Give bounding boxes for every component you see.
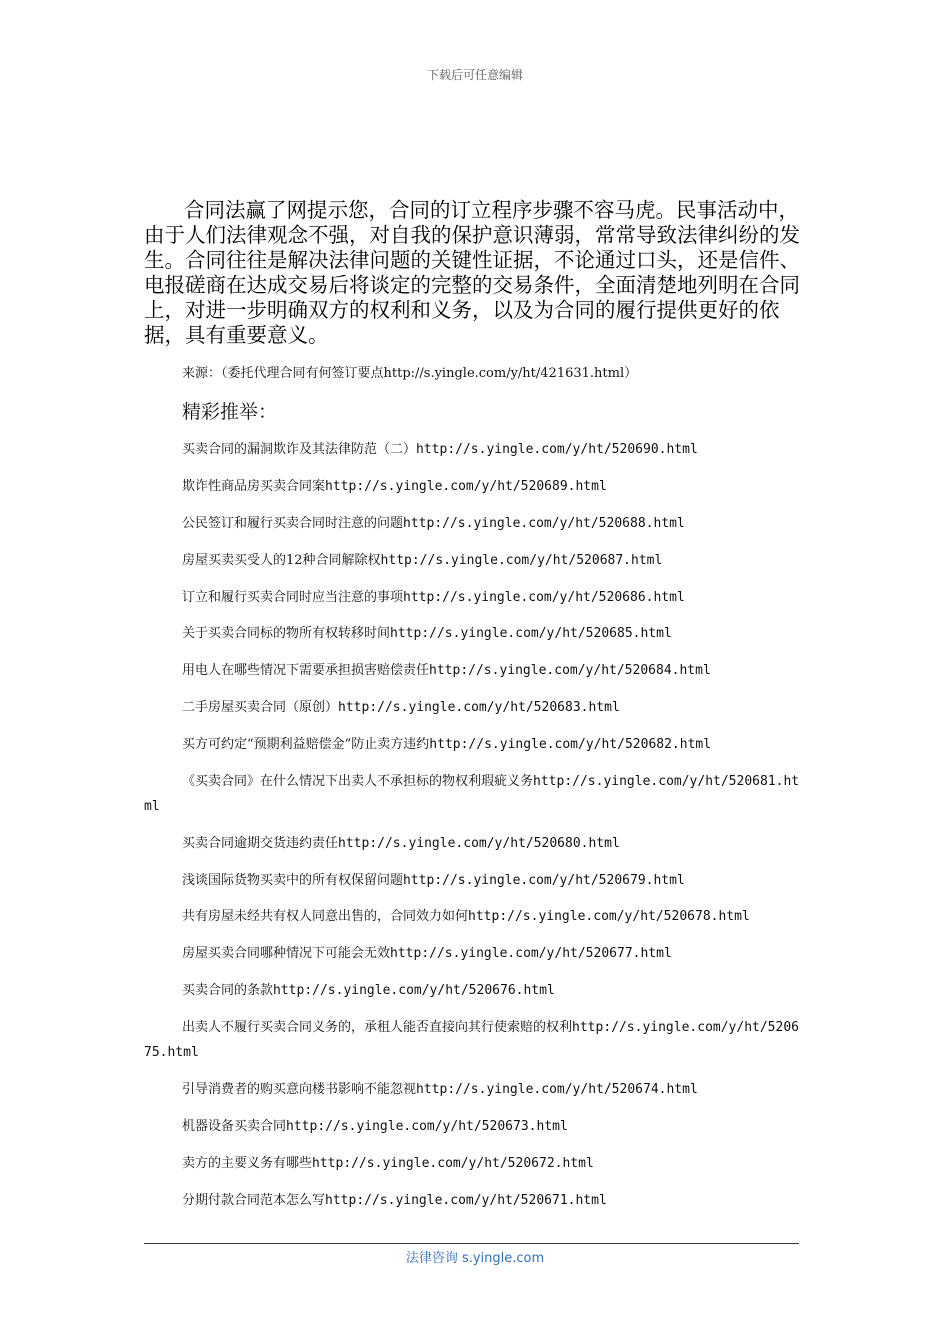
recommend-item-url[interactable]: http://s.yingle.com/y/ht/520674.html: [416, 1081, 698, 1097]
recommend-item-url[interactable]: http://s.yingle.com/y/ht/520690.html: [416, 442, 698, 457]
recommend-item-url[interactable]: http://s.yingle.com/y/ht/520671.html: [325, 1192, 607, 1208]
recommend-item-title: 卖方的主要义务有哪些: [182, 1155, 313, 1171]
recommend-item-url[interactable]: http://s.yingle.com/y/ht/520684.html: [429, 663, 711, 679]
recommend-title: 精彩推举：: [182, 401, 278, 423]
recommend-item-title: 引导消费者的购买意向楼书影响不能忽视: [182, 1081, 417, 1097]
recommend-item-title: 用电人在哪些情况下需要承担损害赔偿责任: [182, 663, 430, 679]
recommend-item-url[interactable]: http://s.yingle.com/y/ht/520678.html: [468, 909, 750, 925]
recommend-item[interactable]: [144, 586, 804, 611]
recommend-item[interactable]: [144, 1152, 804, 1177]
intro-paragraph: 合同法赢了网提示您，合同的订立程序步骤不容马虎。民事活动中，由于人们法律观念不强，对自我的保护意识薄弱，常常导致法律纠纷的发生。合同往往是解决法律问题的关键性证据，不论通过口头，还是信件、电报磋商在达成交易后将谈定的完整的交易条件，全面清楚地列明在合同上，对进一步明确双方的权利和义务，以及为合同的履行提供更好的依据，具有重要意义。: [144, 198, 800, 347]
recommend-item[interactable]: [144, 770, 804, 820]
recommend-item-url[interactable]: http://s.yingle.com/y/ht/520672.html: [312, 1155, 594, 1171]
recommend-list: [144, 438, 804, 1225]
recommend-item[interactable]: [144, 438, 804, 463]
recommend-item[interactable]: [144, 659, 804, 684]
recommend-item[interactable]: [144, 832, 804, 857]
recommend-item[interactable]: [144, 475, 804, 500]
recommend-item-title: 买卖合同的条款: [182, 983, 274, 999]
recommend-item-url[interactable]: http://s.yingle.com/y/ht/520673.html: [286, 1118, 568, 1134]
recommend-item-title: 关于买卖合同标的物所有权转移时间: [182, 626, 391, 642]
source-line: 来源：（委托代理合同有何签订要点http://s.yingle.com/y/ht/421631.html）: [182, 366, 638, 381]
recommend-item-url[interactable]: http://s.yingle.com/y/ht/520685.html: [390, 626, 672, 642]
recommend-item-title: 共有房屋未经共有权人同意出售的，合同效力如何: [182, 909, 469, 925]
recommend-item-title: 《买卖合同》在什么情况下出卖人不承担标的物权利瑕疵义务: [182, 774, 534, 790]
recommend-item[interactable]: [144, 905, 804, 930]
recommend-item-title: 浅谈国际货物买卖中的所有权保留问题: [182, 872, 404, 888]
recommend-item-title: 出卖人不履行买卖合同义务的，承租人能否直接向其行使索赔的权利: [182, 1020, 573, 1036]
recommend-item[interactable]: [144, 1115, 804, 1140]
recommend-item-title: 公民签订和履行买卖合同时注意的问题: [182, 515, 404, 531]
page-header-note: 下载后可任意编辑: [426, 68, 523, 82]
recommend-item[interactable]: [144, 1078, 804, 1103]
recommend-item-title: 房屋买卖买受人的12种合同解除权: [182, 552, 381, 568]
recommend-item-title: 欺诈性商品房买卖合同案: [182, 478, 326, 494]
recommend-item[interactable]: [144, 512, 804, 537]
footer-link[interactable]: 法律咨询 s.yingle.com: [405, 1251, 545, 1266]
recommend-item-url[interactable]: http://s.yingle.com/y/ht/520688.html: [403, 515, 685, 531]
recommend-item[interactable]: [144, 869, 804, 894]
recommend-item-title: 房屋买卖合同哪种情况下可能会无效: [182, 946, 391, 962]
recommend-item[interactable]: [144, 622, 804, 647]
recommend-item[interactable]: [144, 1016, 804, 1066]
recommend-item-title: 买卖合同的漏洞欺诈及其法律防范（二）: [182, 442, 417, 457]
recommend-item[interactable]: [144, 979, 804, 1004]
recommend-item[interactable]: [144, 549, 804, 574]
recommend-item-url[interactable]: http://s.yingle.com/y/ht/520675.html: [144, 1020, 799, 1060]
recommend-item-url[interactable]: http://s.yingle.com/y/ht/520689.html: [325, 478, 607, 494]
recommend-item-url[interactable]: http://s.yingle.com/y/ht/520676.html: [273, 983, 555, 999]
recommend-item-title: 机器设备买卖合同: [182, 1118, 287, 1134]
recommend-item[interactable]: [144, 696, 804, 721]
recommend-item[interactable]: [144, 733, 804, 758]
recommend-item-url[interactable]: http://s.yingle.com/y/ht/520683.html: [338, 700, 620, 716]
recommend-item-url[interactable]: http://s.yingle.com/y/ht/520687.html: [380, 552, 663, 568]
recommend-item-title: 分期付款合同范本怎么写: [182, 1192, 326, 1208]
recommend-item-title: 买方可约定“预期利益赔偿金”防止卖方违约: [182, 737, 430, 753]
recommend-item-url[interactable]: http://s.yingle.com/y/ht/520680.html: [338, 835, 620, 851]
recommend-item-url[interactable]: http://s.yingle.com/y/ht/520686.html: [403, 589, 685, 605]
footer-divider: [144, 1243, 799, 1244]
recommend-item[interactable]: [144, 1189, 804, 1214]
recommend-item-title: 买卖合同逾期交货违约责任: [182, 835, 339, 851]
recommend-item[interactable]: [144, 942, 804, 967]
recommend-item-url[interactable]: http://s.yingle.com/y/ht/520679.html: [403, 872, 685, 888]
recommend-item-url[interactable]: http://s.yingle.com/y/ht/520681.html: [144, 774, 800, 814]
recommend-item-url[interactable]: http://s.yingle.com/y/ht/520682.html: [429, 737, 712, 753]
recommend-item-title: 二手房屋买卖合同（原创）: [182, 700, 339, 716]
recommend-item-url[interactable]: http://s.yingle.com/y/ht/520677.html: [390, 946, 672, 962]
recommend-item-title: 订立和履行买卖合同时应当注意的事项: [182, 589, 404, 605]
